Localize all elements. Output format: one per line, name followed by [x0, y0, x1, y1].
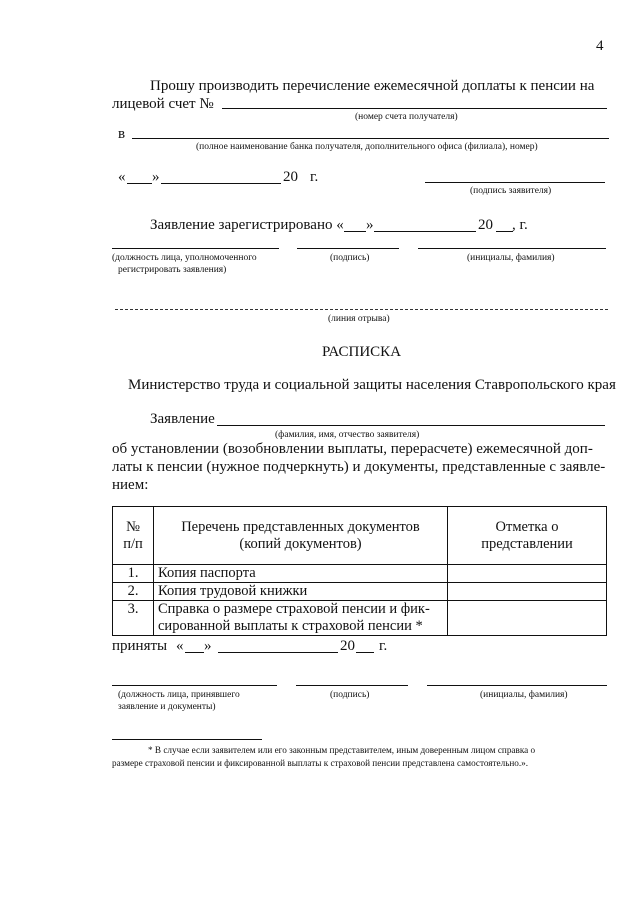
ministry-name: Министерство труда и социальной защиты населения Ставропольского края	[128, 377, 616, 393]
accepted-position-caption-2: заявление и документы)	[118, 702, 216, 712]
registration-year-suffix: , г.	[512, 217, 528, 233]
date-close-quote: »	[152, 169, 160, 185]
row-document: Копия трудовой книжки	[154, 583, 448, 601]
accepted-signature-caption: (подпись)	[330, 690, 370, 700]
bank-prefix: в	[118, 126, 126, 142]
receipt-title: РАСПИСКА	[322, 344, 402, 360]
date-month-field	[161, 183, 281, 184]
registration-position-caption-1: (должность лица, уполномоченного	[112, 253, 257, 263]
row-mark	[448, 601, 607, 636]
account-label: лицевой счет №	[112, 96, 214, 112]
accepted-open-quote: «	[176, 638, 184, 654]
registration-month-field	[374, 231, 476, 232]
registration-position-caption-2: регистрировать заявления)	[118, 265, 227, 275]
row-document-line-1: Справка о размере страховой пенсии и фик-	[158, 601, 430, 617]
tear-line	[115, 309, 608, 310]
date-open-quote: «	[118, 169, 126, 185]
bank-name-field	[132, 138, 609, 139]
footnote-separator	[112, 739, 262, 740]
registration-signature-caption: (подпись)	[330, 253, 370, 263]
row-document: Копия паспорта	[154, 565, 448, 583]
row-document-cell	[154, 601, 448, 636]
accepted-day-field	[185, 652, 204, 653]
header-list-2: (копий документов)	[239, 535, 362, 552]
table-row	[113, 565, 607, 583]
documents-table	[112, 506, 607, 636]
date-year-suffix: г.	[310, 169, 319, 185]
applicant-name-caption: (фамилия, имя, отчество заявителя)	[275, 430, 420, 440]
accepted-year-field	[356, 652, 374, 653]
accepted-label: приняты	[112, 638, 168, 654]
request-line-1: Прошу производить перечисление ежемесячной доплаты к пенсии на	[150, 78, 595, 94]
registration-signature-field	[297, 248, 399, 249]
applicant-signature-field	[425, 182, 605, 183]
row-number: 2.	[113, 583, 154, 601]
applicant-signature-caption: (подпись заявителя)	[470, 186, 552, 196]
accepted-year: 20	[340, 638, 355, 654]
registration-name-field	[418, 248, 606, 249]
accepted-position-caption-1: (должность лица, принявшего	[118, 690, 240, 700]
registration-position-field	[112, 248, 279, 249]
accepted-year-suffix: г.	[379, 638, 388, 654]
header-list-cell	[154, 507, 448, 565]
accepted-close-quote: »	[204, 638, 212, 654]
registration-day-field	[344, 231, 366, 232]
account-caption: (номер счета получателя)	[355, 112, 458, 122]
registration-text: Заявление зарегистрировано «	[150, 217, 344, 233]
receipt-body-2: латы к пенсии (нужное подчеркнуть) и документы, представленные с заявле-	[112, 459, 606, 475]
row-number: 3.	[113, 601, 154, 636]
table-row	[113, 583, 607, 601]
header-mark-2: представлении	[481, 535, 573, 552]
page-number: 4	[596, 38, 604, 54]
receipt-body-1: об установлении (возобновлении выплаты, перерасчете) ежемесячной доп-	[112, 441, 593, 457]
row-mark	[448, 583, 607, 601]
header-number-cell	[113, 507, 154, 565]
accepted-signature-field	[296, 685, 408, 686]
table-row	[113, 601, 607, 636]
header-number-2: п/п	[123, 535, 143, 552]
date-year: 20	[283, 169, 298, 185]
header-list-1: Перечень представленных документов	[181, 518, 420, 535]
bank-caption: (полное наименование банка получателя, дополнительного офиса (филиала), номер)	[196, 142, 538, 152]
header-number-1: №	[126, 518, 140, 535]
header-mark-1: Отметка о	[495, 518, 559, 535]
accepted-name-caption: (инициалы, фамилия)	[480, 690, 568, 700]
registration-name-caption: (инициалы, фамилия)	[467, 253, 555, 263]
application-label: Заявление	[150, 411, 215, 427]
footnote-line-1: * В случае если заявителем или его законным представителем, иным доверенным лицом справка о	[148, 745, 536, 755]
registration-close-quote: »	[366, 217, 374, 233]
header-mark-cell	[448, 507, 607, 565]
row-mark	[448, 565, 607, 583]
registration-year: 20	[478, 217, 493, 233]
account-number-field	[222, 108, 607, 109]
receipt-body-3: нием:	[112, 477, 149, 493]
table-header-row	[113, 507, 607, 565]
tear-line-caption: (линия отрыва)	[328, 314, 390, 324]
date-day-field	[127, 183, 152, 184]
applicant-name-field	[217, 425, 605, 426]
accepted-name-field	[427, 685, 607, 686]
registration-year-field	[496, 231, 513, 232]
accepted-position-field	[112, 685, 277, 686]
row-document-line-2: сированной выплаты к страховой пенсии *	[158, 618, 423, 634]
row-number: 1.	[113, 565, 154, 583]
footnote-line-2: размере страховой пенсии и фиксированной выплаты к страховой пенсии представлена самостоятельно.».	[112, 758, 529, 768]
accepted-month-field	[218, 652, 338, 653]
